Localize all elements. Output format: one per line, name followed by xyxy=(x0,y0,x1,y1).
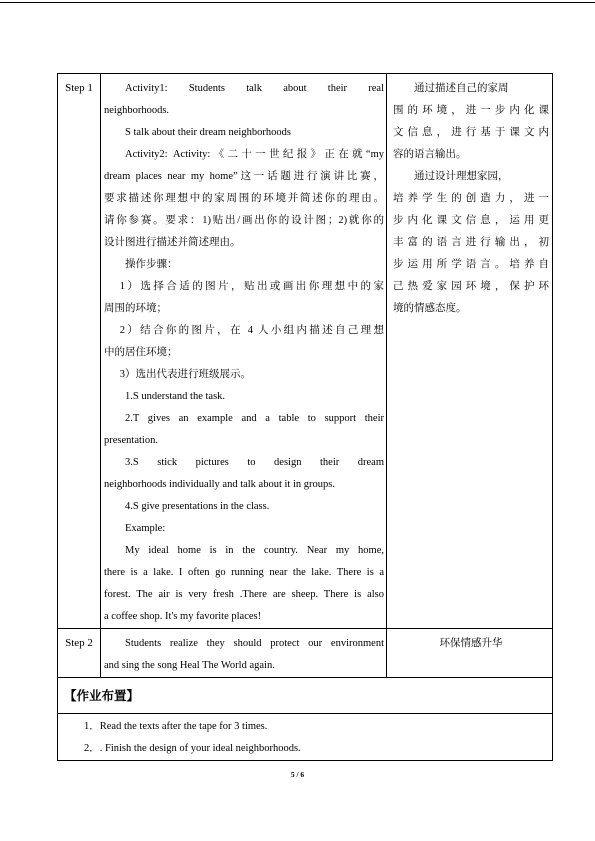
item-2-cont: presentation. xyxy=(104,435,158,446)
step-b-text: 2）结合你的图片，在 4 人小组内描述自己理想 xyxy=(119,325,384,336)
note-line: 己热爱家园环境，保护环 xyxy=(393,281,549,292)
step2-label: Step 2 xyxy=(58,629,101,678)
note-line: 培养学生的创造力，进一 xyxy=(393,193,549,204)
homework-item-1 xyxy=(84,716,552,738)
note-line: 丰富的语言进行输出，初 xyxy=(393,237,549,248)
step1-notes xyxy=(387,74,553,629)
activity1-text-cont: neighborhoods. xyxy=(104,105,170,116)
step-a-text: 1）选择合适的图片，贴出或画出你理想中的家 xyxy=(119,281,384,292)
activity1-text: Activity1: Students talk about their real xyxy=(125,83,384,94)
lesson-table xyxy=(57,73,553,761)
step1-row xyxy=(58,74,553,629)
activity2-text-5: 设计图进行描述并简述理由。 xyxy=(104,237,241,248)
note-line: 文信息，进行基于课文内 xyxy=(393,127,549,138)
step1-label: Step 1 xyxy=(58,74,101,629)
note-line: 步内化课文信息，运用更 xyxy=(393,215,549,226)
note-line: 通过描述自己的家周 xyxy=(414,83,509,94)
activity2-text-2: dream places near my home”这一话题进行演讲比赛， xyxy=(104,171,384,182)
activity2-text-4: 请你参赛。要求：1)贴出/画出你的设计图；2)就你的 xyxy=(104,215,384,226)
step2-text: Students realize they should protect our environment xyxy=(125,638,384,649)
homework-item-text: Read the texts after the tape for 3 times. xyxy=(99,721,268,732)
item-2: 2.T gives an example and a table to support their xyxy=(125,413,384,424)
item-3: 3.S stick pictures to design their dream xyxy=(125,457,384,468)
example-text-2: there is a lake. I often go running near the lake. There is a xyxy=(104,567,384,578)
homework-item-text: . Finish the design of your ideal neighborhoods. xyxy=(99,743,301,754)
example-text-1: My ideal home is in the country. Near my home, xyxy=(125,545,384,556)
step-b-text-cont: 中的居住环境； xyxy=(104,347,178,358)
step2-notes xyxy=(387,629,553,678)
note-line: 围的环境，进一步内化课 xyxy=(393,105,549,116)
example-text-4: a coffee shop. It's my favorite places! xyxy=(104,611,262,622)
page-number: 5 / 6 xyxy=(290,770,305,779)
homework-title-row xyxy=(58,678,553,714)
homework-item-number: 1． xyxy=(84,721,100,732)
steps-title: 操作步骤： xyxy=(125,259,178,270)
item-4: 4.S give presentations in the class. xyxy=(125,501,270,512)
step-a-text-cont: 周围的环境； xyxy=(104,303,167,314)
activity2-text-3: 要求描述你理想中的家周围的环境并简述你的理由。 xyxy=(104,193,384,204)
note-line: 容的语言输出。 xyxy=(393,149,467,160)
example-label: Example: xyxy=(125,523,166,534)
step2-note: 环保情感升华 xyxy=(439,638,503,649)
item-1: 1.S understand the task. xyxy=(125,391,226,402)
step-c-text: 3）选出代表进行班级展示。 xyxy=(119,369,251,380)
homework-items xyxy=(58,714,553,761)
item-3-cont: neighborhoods individually and talk about it in groups. xyxy=(104,479,335,490)
homework-item-2 xyxy=(84,738,552,760)
note-line: 通过设计理想家园， xyxy=(414,171,509,182)
example-text-3: forest. The air is very fresh .There are sheep. There is also xyxy=(104,589,384,600)
homework-item-number: 2． xyxy=(84,743,100,754)
step2-procedure xyxy=(101,629,387,678)
step1-procedure xyxy=(101,74,387,629)
header-rule xyxy=(0,2,595,3)
step2-text-cont: and sing the song Heal The World again. xyxy=(104,660,275,671)
activity2-text: Activity2: Activity:《二十一世纪报》正在就“my xyxy=(125,149,384,160)
homework-items-row xyxy=(58,714,553,761)
note-line: 境的情感态度。 xyxy=(393,303,467,314)
homework-title: 【作业布置】 xyxy=(58,678,553,714)
note-line: 步运用所学语言。培养自 xyxy=(393,259,549,270)
step2-row xyxy=(58,629,553,678)
s-talk-text: S talk about their dream neighborhoods xyxy=(125,127,291,138)
